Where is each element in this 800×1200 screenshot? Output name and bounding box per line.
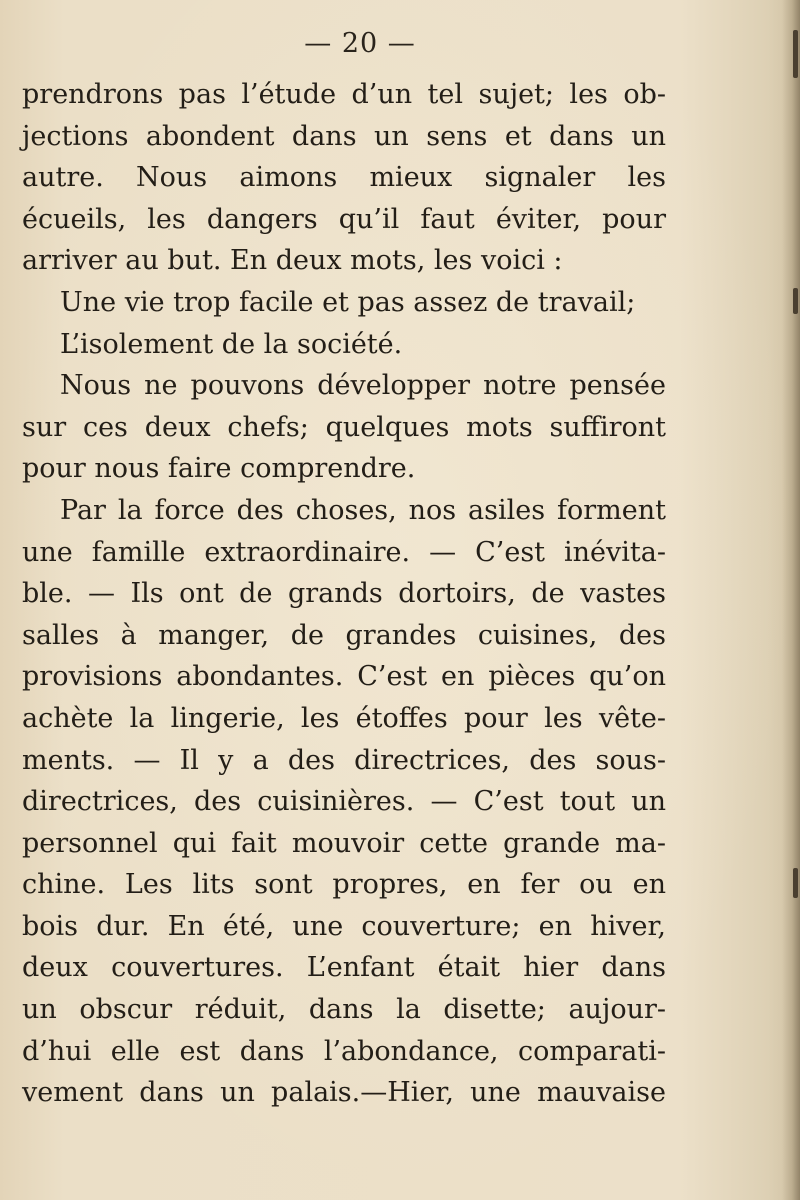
text-line: une famille extraordinaire. — C’est inévita- bbox=[22, 536, 666, 568]
text-line: achète la lingerie, les étoffes pour les vête- bbox=[22, 702, 666, 734]
text-line: ments. — Il y a des directrices, des sous- bbox=[22, 744, 666, 776]
text-line: deux couvertures. L’enfant était hier dans bbox=[22, 952, 666, 984]
text-line: Par la force des choses, nos asiles forment bbox=[60, 494, 666, 526]
text-line: L’isolement de la société. bbox=[60, 328, 403, 360]
text-line: arriver au but. En deux mots, les voici : bbox=[22, 245, 563, 277]
text-line: bois dur. En été, une couverture; en hiver, bbox=[22, 910, 666, 942]
text-line: personnel qui fait mouvoir cette grande ma- bbox=[22, 827, 666, 859]
text-line: vement dans un palais.—Hier, une mauvaise bbox=[22, 1077, 666, 1109]
text-line: salles à manger, de grandes cuisines, des bbox=[22, 619, 666, 651]
text-line: provisions abondantes. C’est en pièces qu’on bbox=[22, 661, 666, 693]
text-line: Nous ne pouvons développer notre pensée bbox=[60, 370, 666, 402]
text-line: directrices, des cuisinières. — C’est tout un bbox=[22, 786, 666, 818]
text-line: écueils, les dangers qu’il faut éviter, pour bbox=[22, 203, 666, 235]
text-line: un obscur réduit, dans la disette; aujour- bbox=[22, 994, 666, 1026]
page-edge-shadow bbox=[782, 0, 800, 1200]
text-line: sur ces deux chefs; quelques mots suffiront bbox=[22, 411, 666, 443]
text-line: ble. — Ils ont de grands dortoirs, de vastes bbox=[22, 578, 666, 610]
text-line: prendrons pas l’étude d’un tel sujet; les ob- bbox=[22, 79, 666, 110]
text-line: d’hui elle est dans l’abondance, comparati- bbox=[22, 1035, 666, 1067]
text-line: chine. Les lits sont propres, en fer ou en bbox=[22, 869, 666, 901]
text-line: Une vie trop facile et pas assez de travail; bbox=[60, 286, 636, 318]
text-line: pour nous faire comprendre. bbox=[22, 453, 416, 485]
edge-mark-middle bbox=[793, 288, 798, 314]
page-number: — 20 — bbox=[304, 28, 416, 59]
text-line: autre. Nous aimons mieux signaler les bbox=[22, 162, 666, 194]
edge-mark-top bbox=[793, 30, 798, 78]
edge-mark-lower bbox=[793, 868, 798, 898]
body-text bbox=[22, 74, 666, 1114]
text-line: jections abondent dans un sens et dans un bbox=[22, 120, 666, 152]
